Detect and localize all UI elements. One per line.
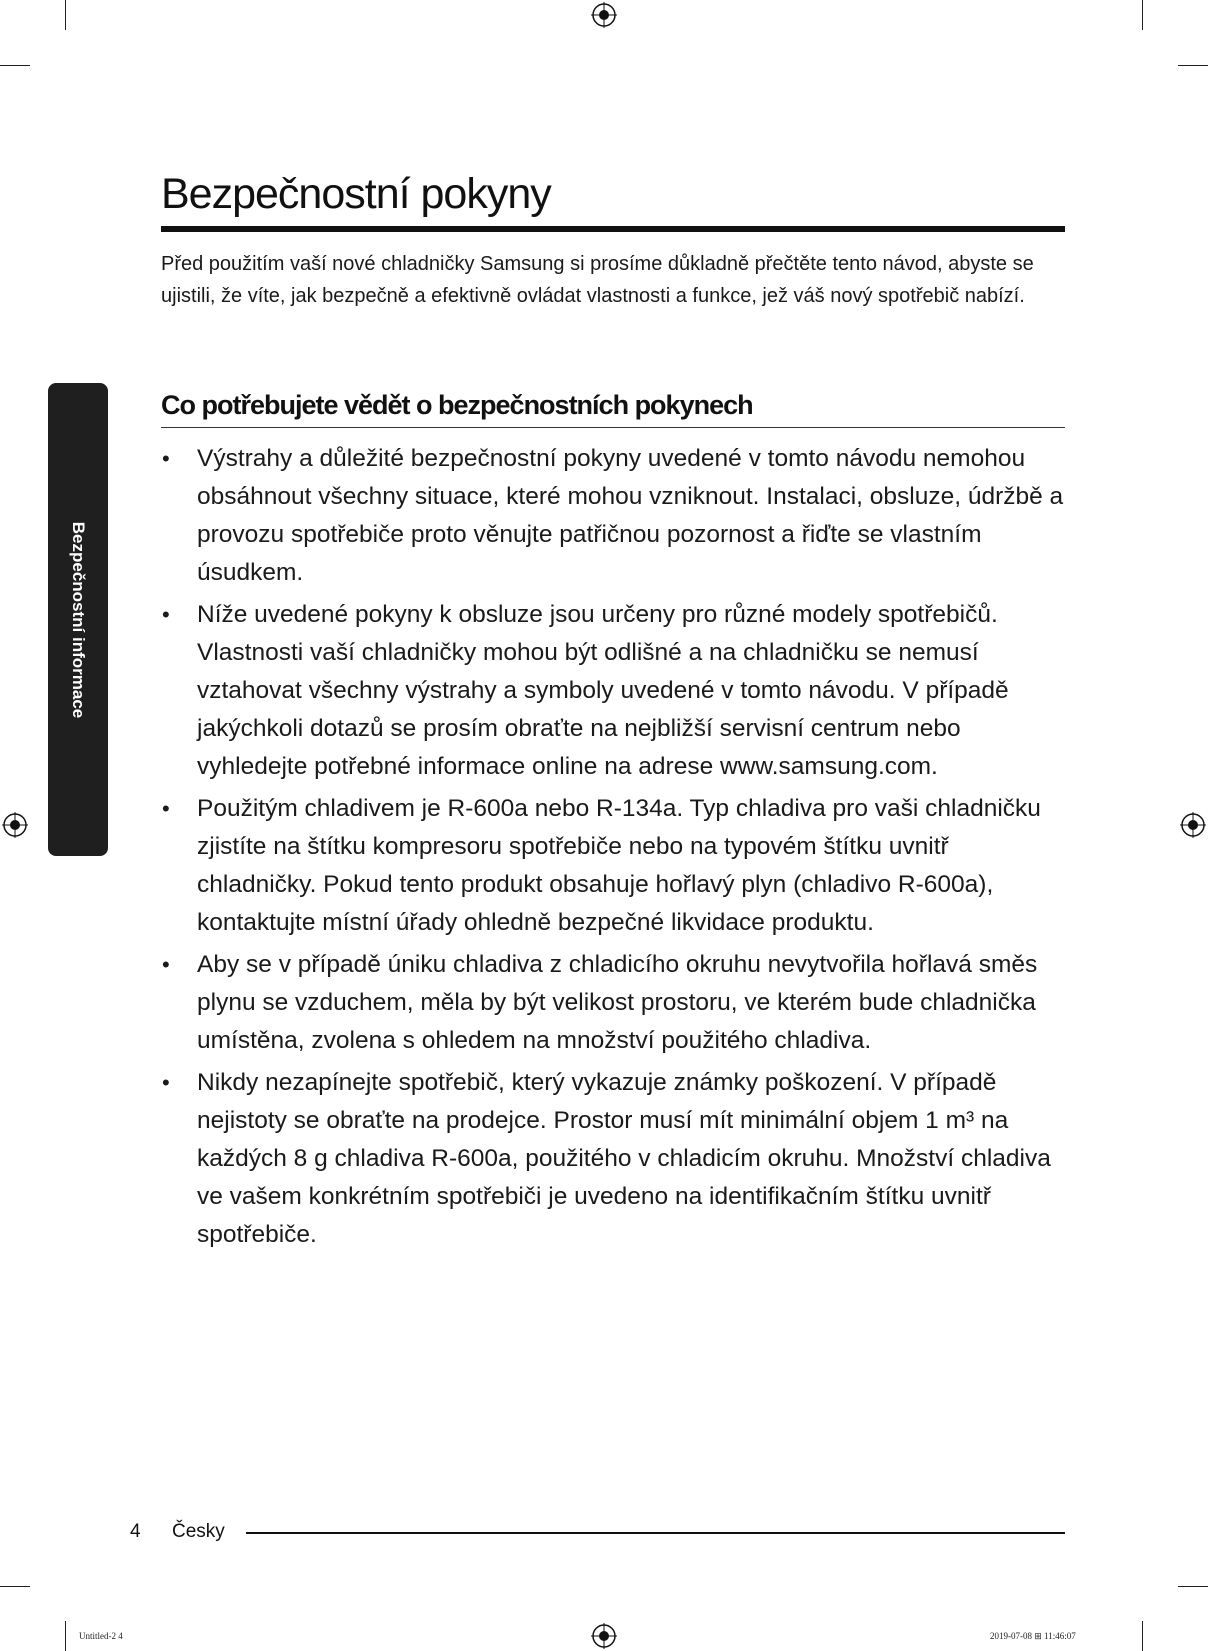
bullet-icon: • xyxy=(162,446,170,471)
crop-mark xyxy=(1142,1621,1143,1651)
print-slug-timestamp: 2019-07-08 ⊞ 11:46:07 xyxy=(990,1631,1076,1641)
page-title: Bezpečnostní pokyny xyxy=(161,170,551,218)
list-item xyxy=(161,790,1071,942)
page-language: Česky xyxy=(172,1521,225,1542)
page-number: 4 xyxy=(130,1521,141,1542)
list-item xyxy=(161,440,1071,592)
crop-mark xyxy=(0,1586,30,1587)
registration-mark-icon xyxy=(591,1623,617,1649)
side-section-tab xyxy=(48,383,108,856)
registration-mark-icon xyxy=(2,812,28,838)
bullet-text: Níže uvedené pokyny k obsluze jsou určeny pro různé modely spotřebičů. Vlastnosti vaší chladničky mohou být odlišné a na chladničku se nemusí vztahovat všechny výstrahy a symboly uvedené v tomto návodu. V případě jakýchkoli dotazů se prosím obraťte na nejbližší servisní centrum nebo vyhledejte potřebné informace online na adrese www.samsung.com. xyxy=(197,601,1009,780)
bullet-text: Výstrahy a důležité bezpečnostní pokyny uvedené v tomto návodu nemohou obsáhnout všechny situace, které mohou vzniknout. Instalaci, obsluze, údržbě a provozu spotřebiče proto věnujte patřičnou pozornost a řiďte se vlastním úsudkem. xyxy=(197,445,1064,586)
intro-paragraph: Před použitím vaší nové chladničky Samsung si prosíme důkladně přečtěte tento návod, abyste se ujistili, že víte, jak bezpečně a efektivně ovládat vlastnosti a funkce, jež váš nový spotřebič nabízí. xyxy=(161,253,1034,307)
registration-mark-icon xyxy=(591,2,617,28)
section-heading: Co potřebujete vědět o bezpečnostních pokynech xyxy=(161,390,753,420)
crop-mark xyxy=(0,65,30,66)
bullet-icon: • xyxy=(162,1070,170,1095)
section-divider xyxy=(161,427,1065,428)
crop-mark xyxy=(65,0,66,30)
list-item xyxy=(161,946,1071,1060)
bullet-icon: • xyxy=(162,796,170,821)
print-slug-file: Untitled-2 4 xyxy=(79,1631,123,1641)
title-divider xyxy=(161,226,1065,232)
safety-bullet-list xyxy=(161,440,1071,1258)
crop-mark xyxy=(1178,1586,1208,1587)
list-item xyxy=(161,1064,1071,1254)
side-tab-label: Bezpečnostní informace xyxy=(69,521,88,718)
footer-divider xyxy=(246,1532,1065,1534)
registration-mark-icon xyxy=(1180,812,1206,838)
bullet-text: Použitým chladivem je R-600a nebo R-134a. Typ chladiva pro vaši chladničku zjistíte na štítku kompresoru spotřebiče nebo na typovém štítku uvnitř chladničky. Pokud tento produkt obsahuje hořlavý plyn (chladivo R-600a), kontaktujte místní úřady ohledně bezpečné likvidace produktu. xyxy=(197,795,1041,936)
bullet-text: Nikdy nezapínejte spotřebič, který vykazuje známky poškození. V případě nejistoty se obraťte na prodejce. Prostor musí mít minimální objem 1 m³ na každých 8 g chladiva R-600a, použitého v chladicím okruhu. Množství chladiva ve vašem konkrétním spotřebiči je uvedeno na identifikačním štítku uvnitř spotřebiče. xyxy=(197,1069,1051,1248)
crop-mark xyxy=(1142,0,1143,30)
list-item xyxy=(161,596,1071,786)
bullet-text: Aby se v případě úniku chladiva z chladicího okruhu nevytvořila hořlavá směs plynu se vzduchem, měla by být velikost prostoru, ve kterém bude chladnička umístěna, zvolena s ohledem na množství použitého chladiva. xyxy=(197,951,1038,1054)
crop-mark xyxy=(65,1621,66,1651)
bullet-icon: • xyxy=(162,952,170,977)
bullet-icon: • xyxy=(162,602,170,627)
crop-mark xyxy=(1178,65,1208,66)
